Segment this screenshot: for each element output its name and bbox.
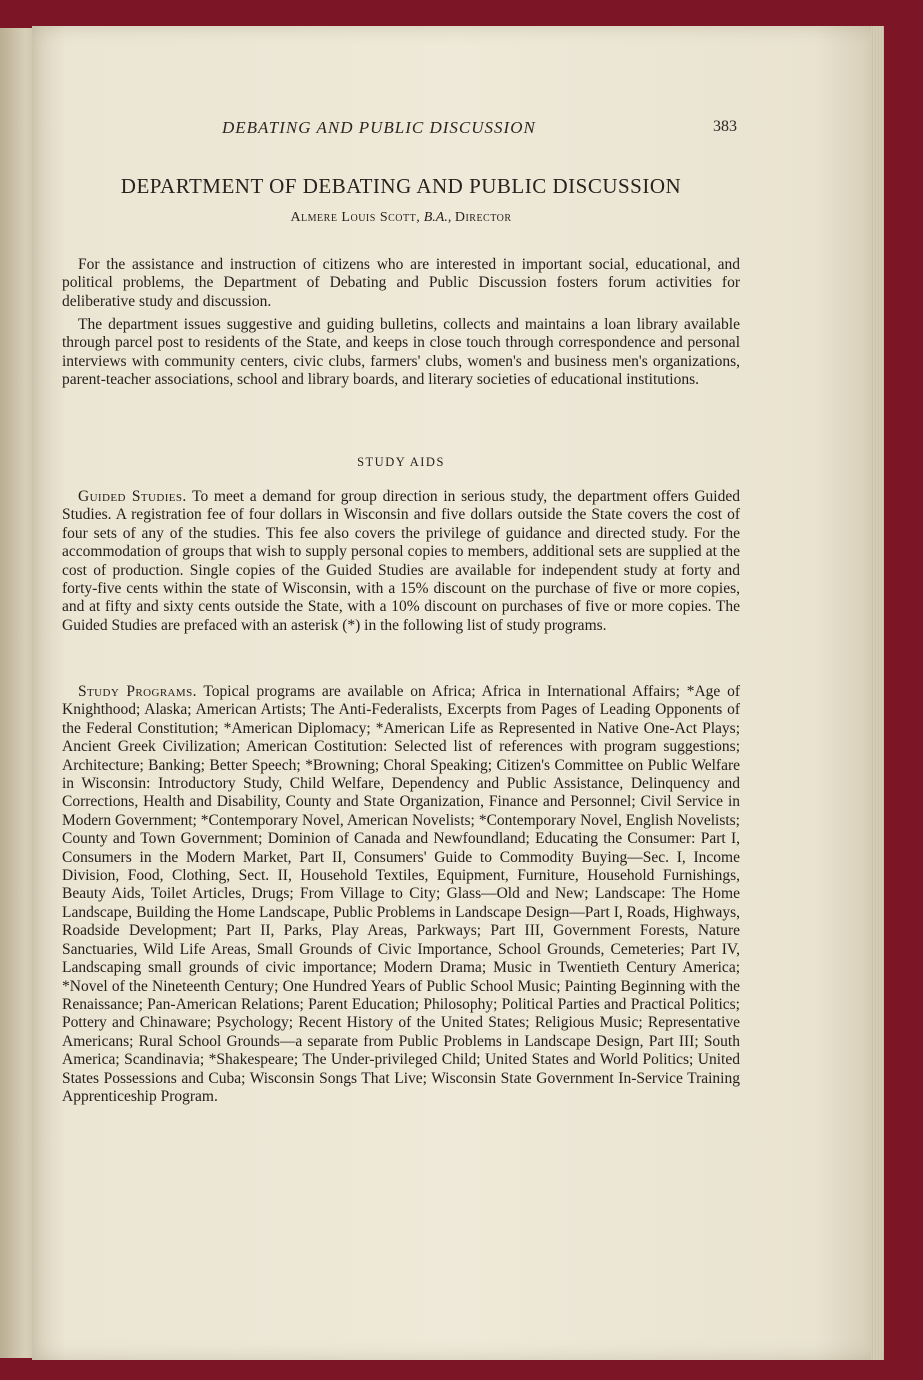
director-degree: B.A., [423,210,452,225]
page-title: DEPARTMENT OF DEBATING AND PUBLIC DISCUSSION [120,174,682,198]
guided-studies-text: To meet a demand for group direction in serious study, the department offers Guided Studies. A registration fee of four dollars in Wisconsin and five dollars outside the State covers the cost of four sets of any of the studies. This fee also covers the privilege of guidance and directed study. For the accommodation of groups that wish to supply personal copies to members, additional sets are supplied at the cost of production. Single copies of the Guided Studies are available for independent study at forty and forty-five cents within the state of Wisconsin, with a 15% discount on the purchase of five or more copies, and at fifty and sixty cents outside the State, with a 10% discount on purchases of five or more copies. The Guided Studies are prefaced with an asterisk (*) in the following list of study programs. [62,488,740,634]
director-role: Director [454,210,512,225]
section-heading: STUDY AIDS [357,455,445,469]
byline [60,210,742,226]
guided-studies-paragraph [62,488,740,635]
study-programs-text: Topical programs are available on Africa; Africa in International Affairs; *Age of Knighthood; Alaska; American Artists; The Anti-Federalists, Excerpts from Pages of Leading Opponents of the Federal Constitution; *American Diplomacy; *American Life as Represented in Native One-Act Plays; Ancient Greek Civilization; American Costitution: Selected list of references with program suggestions; Architecture; Banking; Better Speech; *Browning; Choral Speaking; Citizen's Committee on Public Welfare in Wisconsin: Introductory Study, Child Welfare, Dependency and Public Assistance, Delinquency and Corrections, Health and Disability, County and State Organization, Finance and Personnel; Civil Service in Modern Government; *Contemporary Novel, American Novelists; *Contemporary Novel, English Novelists; County and Town Government; Dominion of Canada and Newfoundland; Educating the Consumer: Part I, Consumers in the Modern Market, Part II, Consumers' Guide to Commodity Buying—Sec. I, Income Division, Food, Clothing, Sect. II, Household Textiles, Equipment, Furniture, Household Furnishings, Beauty Aids, Toilet Articles, Drugs; From Village to City; Glass—Old and New; Landscape: The Home Landscape, Building the Home Landscape, Public Problems in Landscape Design—Part I, Roads, Highways, Roadside Development; Part II, Parks, Play Areas, Parkways; Part III, Government Forests, Nature Sanctuaries, Wild Life Areas, Small Grounds of Civic Importance, School Grounds, Cemeteries; Part IV, Landscaping small grounds of civic importance; Modern Drama; Music in Twentieth Century America; *Novel of the Nineteenth Century; One Hundred Years of Public School Music; Painting Beginning with the Renaissance; Pan-American Relations; Parent Education; Philosophy; Political Parties and Practical Politics; Pottery and Chinaware; Psychology; Recent History of the United States; Religious Music; Representative Americans; Rural School Grounds—a separate from Public Problems in Landscape Design, Part III; South America; Scandinavia; *Shakespeare; The Under-privileged Child; United States and World Politics; United States Possessions and Cuba; Wisconsin Songs That Live; Wisconsin State Government In-Service Training Apprenticeship Program. [62,683,740,1105]
running-head: DEBATING AND PUBLIC DISCUSSION [222,118,536,137]
services-paragraph [62,316,740,390]
study-programs-lead: Study Programs. [78,683,197,700]
page-stack-edge [871,26,883,1360]
study-programs-body [62,683,740,1106]
guided-studies-body [62,488,740,635]
study-programs-paragraph [62,683,740,1106]
director-name: Almere Louis Scott, [290,210,421,225]
intro-text: For the assistance and instruction of citizens who are interested in important social, educational, and political problems, the Department of Debating and Public Discussion fosters forum activities for deliberative study and discussion. [62,256,740,310]
intro-paragraph [62,256,740,311]
page-number: 383 [713,118,737,135]
guided-studies-lead: Guided Studies. [78,488,187,505]
services-text: The department issues suggestive and guiding bulletins, collects and maintains a loan library available through parcel post to residents of the State, and keeps in close touch through correspondence and personal interviews with community centers, civic clubs, farmers' clubs, women's and business men's organizations, parent-teacher associations, school and library boards, and literary societies of educational institutions. [62,316,740,389]
